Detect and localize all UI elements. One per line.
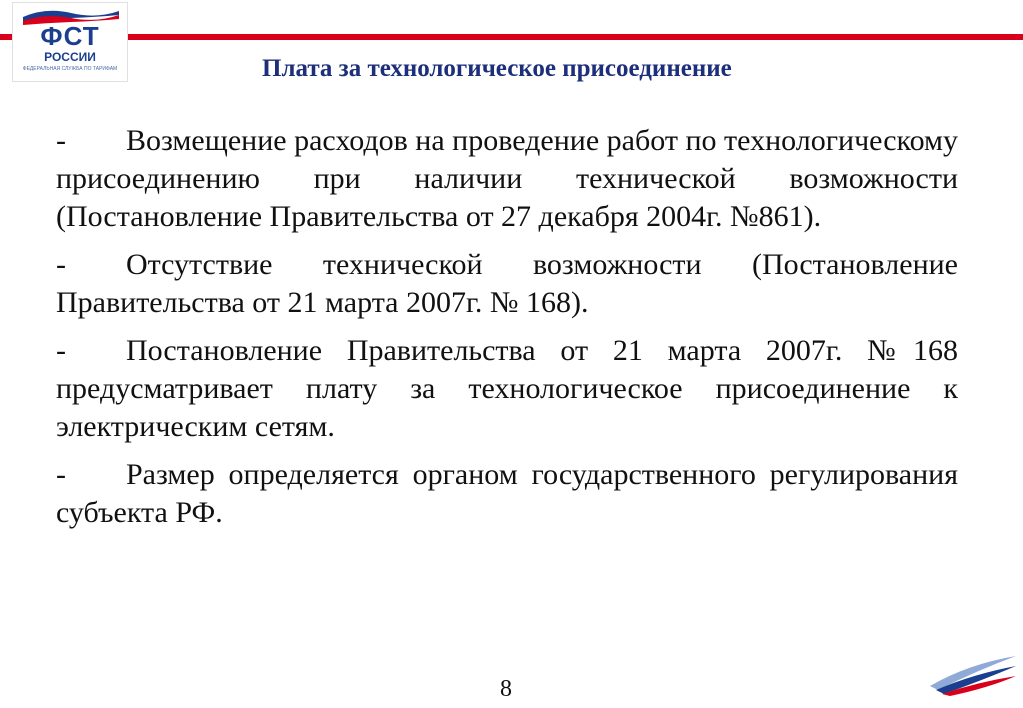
logo-main-text: ФСТ xyxy=(40,21,100,51)
header-red-line xyxy=(0,34,1023,40)
bullet-dash: - xyxy=(56,334,66,367)
bullet-dash: - xyxy=(56,458,66,491)
fst-logo xyxy=(12,2,128,82)
page-number: 8 xyxy=(500,676,512,702)
list-item-text: Возмещение расходов на проведение работ по технологическому присоединению при наличии технической возможности (Постановление Правительства от 27 декабря 2004г. №861). xyxy=(56,124,958,233)
slide-content xyxy=(56,122,958,542)
list-item-text: Отсутствие технической возможности (Постановление Правительства от 21 марта 2007г. № 168). xyxy=(56,248,958,319)
bullet-dash: - xyxy=(56,248,66,281)
slide-title: Плата за технологическое присоединение xyxy=(262,55,732,82)
bullet-dash: - xyxy=(56,124,66,157)
list-item xyxy=(56,332,958,446)
list-item-text: Размер определяется органом государственного регулирования субъекта РФ. xyxy=(56,458,958,529)
list-item xyxy=(56,246,958,322)
list-item xyxy=(56,122,958,236)
list-item-text: Постановление Правительства от 21 марта 2007г. №168 предусматривает плату за технологическое присоединение к электрическим сетям. xyxy=(56,334,958,443)
list-item xyxy=(56,456,958,532)
swoosh-decoration-icon xyxy=(928,650,1018,696)
logo-sub-text: РОССИИ xyxy=(44,50,96,64)
logo-tiny-text: ФЕДЕРАЛЬНАЯ СЛУЖБА ПО ТАРИФАМ xyxy=(22,66,118,72)
